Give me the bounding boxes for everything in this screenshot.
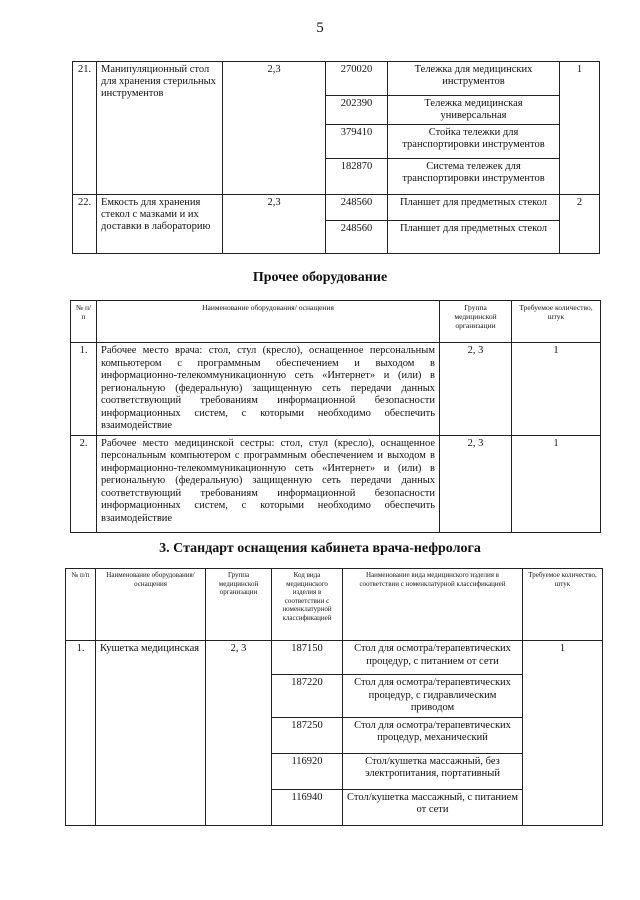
device-code: 116940 — [272, 789, 343, 825]
device-code: 182870 — [326, 159, 388, 195]
header-num: № п/п — [71, 301, 97, 343]
device-kind: Планшет для предметных стекол — [388, 221, 560, 254]
other-equipment-table — [70, 300, 601, 533]
device-kind: Планшет для предметных стекол — [388, 195, 560, 221]
device-kind: Стол для осмотра/терапевтических процедур, с питанием от сети — [343, 641, 523, 675]
required-quantity: 1 — [560, 62, 600, 195]
medical-org-group: 2,3 — [223, 195, 326, 254]
header-qty: Требуемое количество, штук — [523, 569, 603, 641]
row-number: 21. — [73, 62, 97, 195]
device-kind: Стол/кушетка массажный, без электропитания, портативный — [343, 753, 523, 789]
device-code: 202390 — [326, 96, 388, 125]
row-number: 22. — [73, 195, 97, 254]
header-name: Наименование оборудования/ оснащения — [96, 569, 206, 641]
device-kind: Тележка медицинская универсальная — [388, 96, 560, 125]
device-code: 187250 — [272, 717, 343, 753]
device-kind: Стол/кушетка массажный, с питанием от сети — [343, 789, 523, 825]
device-kind: Стойка тележки для транспортировки инструментов — [388, 125, 560, 159]
device-kind: Система тележек для транспортировки инструментов — [388, 159, 560, 195]
device-code: 116920 — [272, 753, 343, 789]
header-kind: Наименование вида медицинского изделия в соответствии с номенклатурной классификацией — [343, 569, 523, 641]
header-name: Наименование оборудования/ оснащения — [97, 301, 440, 343]
required-quantity: 1 — [512, 435, 601, 532]
device-code: 187220 — [272, 675, 343, 718]
device-code: 270020 — [326, 62, 388, 96]
row-number: 1. — [71, 343, 97, 436]
row-number: 1. — [66, 641, 96, 826]
device-code: 187150 — [272, 641, 343, 675]
medical-org-group: 2, 3 — [440, 435, 512, 532]
section-title-other-equipment: Прочее оборудование — [252, 270, 388, 285]
device-code: 248560 — [326, 221, 388, 254]
header-group: Группа медицинской организации — [206, 569, 272, 641]
equipment-description: Рабочее место медицинской сестры: стол, стул (кресло), оснащенное персональным компьютером с программным обеспечением и выходом в информационно-телекоммуникационную сеть «Интернет» и (или) в региональную (федеральную) защищенную сеть передачи данных соответствующий требованиям информационной безопасности информационных систем, с которыми необходимо обеспечить взаимодействие — [97, 435, 440, 532]
header-group: Группа медицинской организации — [440, 301, 512, 343]
equipment-name: Кушетка медицинская — [96, 641, 206, 826]
required-quantity: 2 — [560, 195, 600, 254]
device-kind: Стол для осмотра/терапевтических процедур, с гидравлическим приводом — [343, 675, 523, 718]
row-number: 2. — [71, 435, 97, 532]
medical-org-group: 2,3 — [223, 62, 326, 195]
required-quantity: 1 — [523, 641, 603, 826]
section-title-nephrologist: 3. Стандарт оснащения кабинета врача-нефролога — [159, 541, 481, 556]
equipment-description: Рабочее место врача: стол, стул (кресло), оснащенное персональным компьютером с программным обеспечением и выходом в информационно-телекоммуникационную сеть «Интернет» и (или) в региональную (федеральную) защищенную сеть передачи данных соответствующий требованиям информационной безопасности информационных систем, с которыми необходимо обеспечить взаимодействие — [97, 343, 440, 436]
required-quantity: 1 — [512, 343, 601, 436]
header-qty: Требуемое количество, штук — [512, 301, 601, 343]
header-num: № п/п — [66, 569, 96, 641]
header-code: Код вида медицинского изделия в соответствии с номенклатурной классификацией — [272, 569, 343, 641]
equipment-name: Манипуляционный стол для хранения стерильных инструментов — [97, 62, 223, 195]
medical-org-group: 2, 3 — [206, 641, 272, 826]
medical-org-group: 2, 3 — [440, 343, 512, 436]
device-kind: Тележка для медицинских инструментов — [388, 62, 560, 96]
device-kind: Стол для осмотра/терапевтических процедур, механический — [343, 717, 523, 753]
page-number: 5 — [316, 20, 324, 36]
device-code: 379410 — [326, 125, 388, 159]
device-code: 248560 — [326, 195, 388, 221]
equipment-table-continuation — [72, 61, 600, 254]
nephrologist-equipment-table — [65, 568, 603, 826]
equipment-name: Емкость для хранения стекол с мазками и их доставки в лабораторию — [97, 195, 223, 254]
